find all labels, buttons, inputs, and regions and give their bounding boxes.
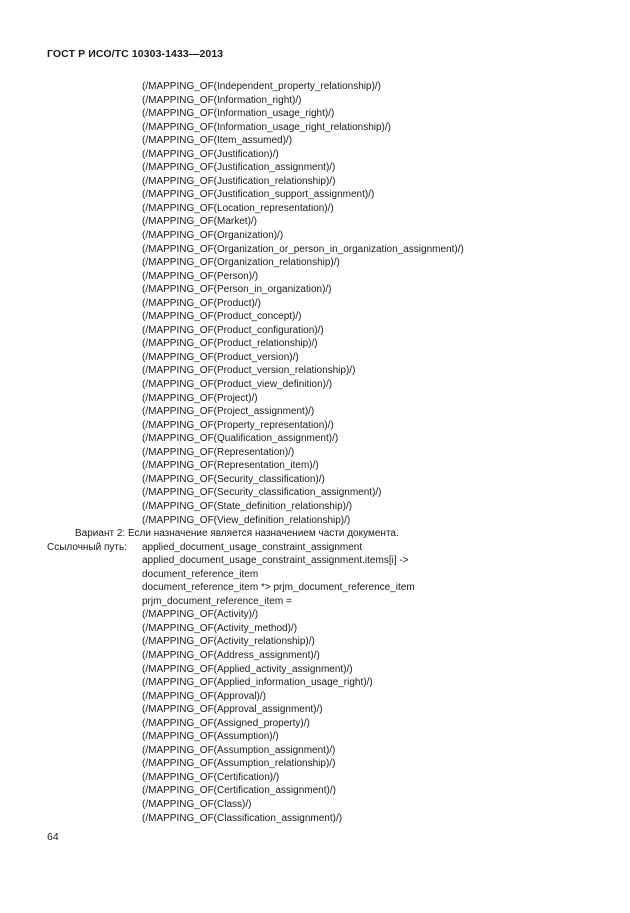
mapping-line: (/MAPPING_OF(Assumption)/): [142, 731, 279, 743]
reference-path-row: [0, 541, 630, 555]
mapping-line: (/MAPPING_OF(Information_usage_right)/): [142, 108, 335, 120]
reference-path-line: applied_document_usage_constraint_assignment: [142, 541, 363, 553]
mapping-line: (/MAPPING_OF(Class)/): [142, 798, 252, 810]
mapping-line: (/MAPPING_OF(Representation)/): [142, 446, 295, 458]
reference-path-line: document_reference_item: [142, 568, 259, 580]
mapping-line: (/MAPPING_OF(Justification_assignment)/): [142, 162, 336, 174]
reference-path-line: prjm_document_reference_item =: [142, 595, 292, 607]
mapping-line: (/MAPPING_OF(Approval_assignment)/): [142, 704, 323, 716]
mapping-line: (/MAPPING_OF(Item_assumed)/): [142, 135, 293, 147]
mapping-line: (/MAPPING_OF(Organization)/): [142, 230, 284, 242]
mapping-line: (/MAPPING_OF(Qualification_assignment)/): [142, 433, 339, 445]
mapping-line: (/MAPPING_OF(Approval)/): [142, 690, 266, 702]
reference-path-list: [0, 554, 630, 825]
mapping-line: (/MAPPING_OF(Activity_relationship)/): [142, 636, 315, 648]
mapping-list: [0, 80, 630, 527]
mapping-line: (/MAPPING_OF(Product_configuration)/): [142, 324, 324, 336]
mapping-line: (/MAPPING_OF(Address_assignment)/): [142, 649, 320, 661]
mapping-line: (/MAPPING_OF(Representation_item)/): [142, 460, 319, 472]
mapping-line: (/MAPPING_OF(Project)/): [142, 392, 258, 404]
mapping-line: (/MAPPING_OF(State_definition_relationship)/): [142, 500, 353, 512]
mapping-line: (/MAPPING_OF(Project_assignment)/): [142, 406, 315, 418]
reference-path-line: applied_document_usage_constraint_assignment.items[i] ->: [142, 555, 409, 567]
mapping-line: (/MAPPING_OF(Applied_activity_assignment)/): [142, 663, 353, 675]
mapping-line: (/MAPPING_OF(Justification_support_assignment)/): [142, 189, 375, 201]
mapping-line: (/MAPPING_OF(Product_relationship)/): [142, 338, 318, 350]
mapping-line: (/MAPPING_OF(Security_classification_assignment)/): [142, 487, 382, 499]
reference-path-label: Ссылочный путь:: [47, 541, 127, 553]
mapping-line: (/MAPPING_OF(Organization_or_person_in_organization_assignment)/): [142, 243, 464, 255]
mapping-line: (/MAPPING_OF(Assumption_relationship)/): [142, 758, 336, 770]
mapping-line: (/MAPPING_OF(Justification)/): [142, 148, 279, 160]
mapping-line: (/MAPPING_OF(Independent_property_relationship)/): [142, 81, 382, 92]
mapping-line: (/MAPPING_OF(Product_view_definition)/): [142, 379, 333, 391]
page-header: ГОСТ Р ИСО/ТС 10303-1433—2013: [47, 48, 224, 60]
mapping-line: (/MAPPING_OF(Classification_assignment)/): [142, 812, 343, 824]
mapping-line: (/MAPPING_OF(Person)/): [142, 270, 259, 282]
page-number: 64: [47, 831, 59, 843]
mapping-line: (/MAPPING_OF(Location_representation)/): [142, 202, 334, 214]
variant-heading: Вариант 2: Если назначение является назначением части документа.: [75, 528, 399, 540]
document-body: [0, 80, 630, 825]
mapping-line: (/MAPPING_OF(Assumption_assignment)/): [142, 744, 336, 756]
mapping-line: (/MAPPING_OF(Property_representation)/): [142, 419, 334, 431]
mapping-line: (/MAPPING_OF(Certification_assignment)/): [142, 785, 336, 797]
mapping-line: (/MAPPING_OF(Assigned_property)/): [142, 717, 310, 729]
reference-path-line: document_reference_item *> prjm_document_reference_item: [142, 582, 415, 594]
mapping-line: (/MAPPING_OF(Product)/): [142, 297, 261, 309]
mapping-line: (/MAPPING_OF(Activity_method)/): [142, 622, 298, 634]
mapping-line: (/MAPPING_OF(Market)/): [142, 216, 258, 228]
mapping-line: (/MAPPING_OF(Certification)/): [142, 771, 280, 783]
mapping-line: (/MAPPING_OF(Product_concept)/): [142, 311, 302, 323]
mapping-line: (/MAPPING_OF(Activity)/): [142, 609, 259, 621]
mapping-line: (/MAPPING_OF(Organization_relationship)/): [142, 257, 340, 269]
mapping-line: (/MAPPING_OF(Security_classification)/): [142, 473, 325, 485]
mapping-line: (/MAPPING_OF(Information_usage_right_relationship)/): [142, 121, 391, 133]
mapping-line: (/MAPPING_OF(View_definition_relationship)/): [142, 514, 351, 526]
mapping-line: (/MAPPING_OF(Justification_relationship)/): [142, 175, 336, 187]
mapping-line: (/MAPPING_OF(Applied_information_usage_right)/): [142, 677, 373, 689]
mapping-line: (/MAPPING_OF(Product_version_relationship)/): [142, 365, 356, 377]
mapping-line: (/MAPPING_OF(Product_version)/): [142, 351, 299, 363]
mapping-line: (/MAPPING_OF(Person_in_organization)/): [142, 284, 332, 296]
mapping-line: (/MAPPING_OF(Information_right)/): [142, 94, 302, 106]
